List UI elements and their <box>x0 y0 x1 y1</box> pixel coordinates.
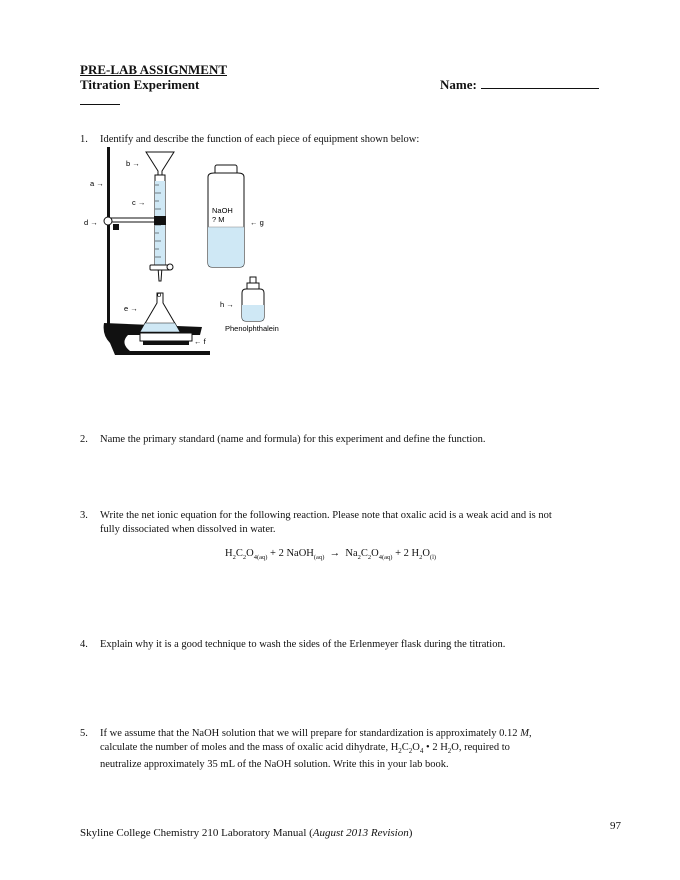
question-text: If we assume that the NaOH solution that we will prepare for standardization is approximately 0.12 M, calculate the number of moles and the mass of oxalic acid dihydrate, $H_2C_2O_4$ • 2 $H_2O$, required to neutralize approximately 35 mL of the NaOH solution. Write this in your lab book. <box>100 728 532 771</box>
flask-liquid <box>140 323 180 332</box>
question-text <box>100 509 600 537</box>
question-text-line-2: fully dissociated when dissolved in water. <box>100 524 276 535</box>
label-h: h → <box>220 300 234 309</box>
label-a: a → <box>90 179 104 188</box>
clamp-screw <box>113 224 119 230</box>
experiment-title: Titration Experiment <box>80 77 200 92</box>
question-text: Explain why it is a good technique to wash the sides of the Erlenmeyer flask during the titration. <box>100 639 506 650</box>
question-text-line-1: Write the net ionic equation for the following reaction. Please note that oxalic acid is a weak acid and is not <box>100 510 552 521</box>
page-number: 97 <box>610 820 621 832</box>
phenolphthalein-label: Phenolphthalein <box>225 324 279 333</box>
footer-text: Skyline College Chemistry 210 Laboratory Manual (August 2013 Revision) <box>80 827 413 839</box>
name-blank-line <box>481 77 599 89</box>
stir-plate <box>140 333 192 341</box>
dropper-cap <box>247 283 259 289</box>
flask-mark: o <box>157 290 162 299</box>
question-number: 5. <box>80 728 88 739</box>
name-label: Name: <box>440 77 477 92</box>
clamp-grip <box>154 216 166 225</box>
question-text: Identify and describe the function of each piece of equipment shown below: <box>100 134 420 145</box>
dropper-tip <box>250 277 256 283</box>
bottle-label-molarity: ? M <box>212 215 225 224</box>
assignment-title: PRE-LAB ASSIGNMENT <box>80 62 227 77</box>
label-c: c → <box>132 198 146 207</box>
clamp-knob <box>104 217 112 225</box>
reaction-equation: $H_2C_2O_{4(aq)} + 2$ NaOH$_{(aq)}$ → $Na_2C_2O_{4(aq)} + 2$ $H_2O_{(l)}$ <box>225 548 437 562</box>
stir-plate-base <box>143 341 189 345</box>
question-number: 2. <box>80 434 88 445</box>
naoh-liquid <box>208 227 244 267</box>
short-underline <box>80 104 120 105</box>
equipment-diagram <box>80 145 320 360</box>
reaction-arrow: → <box>329 548 341 559</box>
bottle-label-naoh: NaOH <box>212 206 233 215</box>
label-e: e → <box>124 304 138 313</box>
label-f: ← f <box>194 337 206 346</box>
name-field <box>440 77 599 93</box>
label-g: ← g <box>250 218 264 227</box>
label-d: d → <box>84 218 98 227</box>
question-number: 1. <box>80 134 88 145</box>
phenolphthalein-liquid <box>242 305 264 321</box>
stopcock-handle <box>167 264 173 270</box>
question-number: 4. <box>80 639 88 650</box>
label-b: b → <box>126 159 140 168</box>
question-number: 3. <box>80 510 88 521</box>
question-text: Name the primary standard (name and formula) for this experiment and define the function. <box>100 434 486 445</box>
ring-stand-rod <box>107 147 110 330</box>
